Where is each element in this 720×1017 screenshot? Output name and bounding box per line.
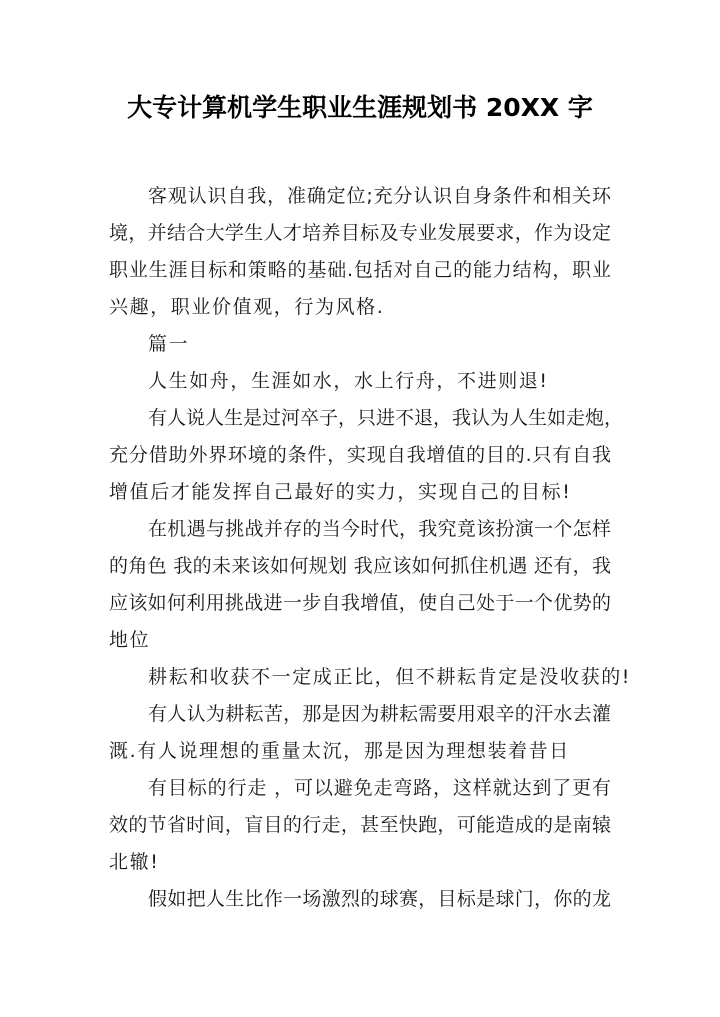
text-line: 充分借助外界环境的条件，实现自我增值的目的.只有自我 xyxy=(109,444,611,466)
text-line: 有目标的行走 ，可以避免走弯路，这样就达到了更有 xyxy=(148,777,611,799)
document-body xyxy=(109,178,632,918)
text-line: 北辙! xyxy=(109,851,160,873)
text-line: 溉.有人说理想的重量太沉，那是因为理想装着昔日 xyxy=(109,740,570,762)
text-line: 假如把人生比作一场激烈的球赛，目标是球门，你的龙 xyxy=(148,888,611,910)
text-line: 兴趣，职业价值观，行为风格. xyxy=(109,296,385,318)
text-line: 增值后才能发挥自己最好的实力，实现自己的目标! xyxy=(109,481,572,503)
text-line: 效的节省时间，盲目的行走，甚至快跑，可能造成的是南辕 xyxy=(109,814,611,836)
text-line: 的角色 我的未来该如何规划 我应该如何抓住机遇 还有，我 xyxy=(109,555,611,577)
text-line: 境，并结合大学生人才培养目标及专业发展要求，作为设定 xyxy=(109,222,611,244)
text-line: 客观认识自我，准确定位;充分认识自身条件和相关环 xyxy=(148,185,611,207)
text-line: 人生如舟，生涯如水，水上行舟，不进则退! xyxy=(148,370,549,392)
text-line: 应该如何利用挑战进一步自我增值，使自己处于一个优势的 xyxy=(109,592,611,614)
text-line: 有人说人生是过河卒子，只进不退，我认为人生如走炮， xyxy=(148,407,624,429)
section-heading: 篇一 xyxy=(148,333,190,355)
text-line: 职业生涯目标和策略的基础.包括对自己的能力结构，职业 xyxy=(109,259,611,281)
text-line: 耕耘和收获不一定成正比，但不耕耘肯定是没收获的! xyxy=(148,666,632,688)
text-line: 在机遇与挑战并存的当今时代，我究竟该扮演一个怎样 xyxy=(148,518,611,540)
text-line: 地位 xyxy=(109,629,151,651)
text-line: 有人认为耕耘苦，那是因为耕耘需要用艰辛的汗水去灌 xyxy=(148,703,611,725)
document-title: 大专计算机学生职业生涯规划书 20XX 字 xyxy=(127,93,593,122)
